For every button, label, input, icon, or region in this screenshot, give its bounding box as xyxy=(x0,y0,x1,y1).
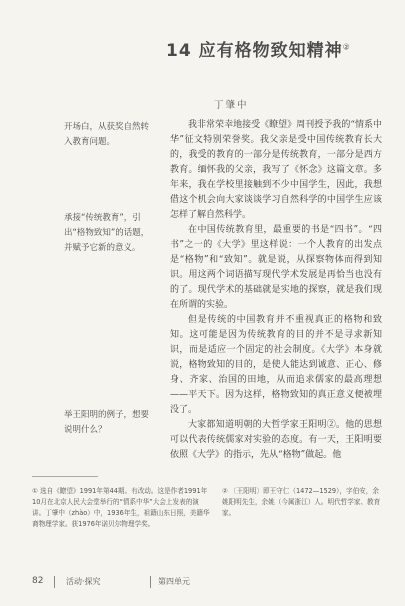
margin-note: 举王阳明的例子，想要说明什么？ xyxy=(64,410,150,435)
margin-note: 开场白，从获奖自然转入教育问题。 xyxy=(64,122,150,147)
main-text xyxy=(170,118,382,463)
unit-label: 第四单元 xyxy=(158,577,190,586)
paragraph: 在中国传统教育里，最重要的书是“四书”。“四书”之一的《大学》里这样说：一个人教育的出发点是“格物”和“致知”。就是说，从探察物体而得到知识。用这两个词语描写现代学术发展是再恰当也没有的了。现代学术的基础就是实地的探察，就是我们现在所谓的实验。 xyxy=(170,225,382,310)
page-title xyxy=(166,36,396,61)
footer-separator xyxy=(54,576,55,588)
footnote-divider xyxy=(32,476,98,477)
paragraph: 但是传统的中国教育并不重视真正的格物和致知。这可能是因为传统教育的目的并不是寻求新知识，而是适应一个固定的社会制度。《大学》本身就说，格物致知的目的，是使人能达到诚意、正心、修身、齐家、治国的田地，从而追求儒家的最高理想——平天下。因为这样，格物致知的真正意义便被埋没了。 xyxy=(170,315,382,415)
margin-note: 承接“传统教育”，引出“格物致知”的话题，并赋予它新的意义。 xyxy=(64,213,150,253)
section-label: 活动·探究 xyxy=(66,577,101,586)
footnote: ① 选自《瞭望》1991年第44期。有改动。这是作者1991年10月在北京人民大会堂举行的“情系中华”大会上发表的演讲。丁肇中（zhào）中，1936年生，祖籍山东日照，美籍华裔物理学家。获1976年诺贝尔物理学奖。 xyxy=(32,487,210,528)
paragraph: 大家都知道明朝的大哲学家王阳明②。他的思想可以代表传统儒家对实验的态度。有一天，王阳明要依照《大学》的指示，先从“格物”做起。他 xyxy=(170,420,382,460)
title-footnote-mark: ② xyxy=(342,42,351,52)
footer-separator xyxy=(150,576,151,588)
page-number: 82 xyxy=(32,576,44,586)
footnote: ② 〔王阳明〕即王守仁（1472—1529），字伯安，余姚阳明先生，余姚（今属浙江）人。明代哲学家、教育家。 xyxy=(222,487,381,517)
title-area xyxy=(166,36,396,61)
paragraph: 我非常荣幸地接受《瞭望》周刊授予我的“情系中华”征文特别荣誉奖。我父亲是受中国传统教育长大的，我受的教育的一部分是传统教育，一部分是西方教育。缅怀我的父亲，我写了《怀念》这篇文章。多年来，我在学校里接触到不少中国学生，因此，我想借这个机会向大家谈谈学习自然科学的中国学生应该怎样了解自然科学。 xyxy=(170,120,382,220)
title-text: 14 应有格物致知精神 xyxy=(166,41,343,61)
page-footer xyxy=(32,576,392,590)
author: 丁肇中 xyxy=(214,100,249,111)
